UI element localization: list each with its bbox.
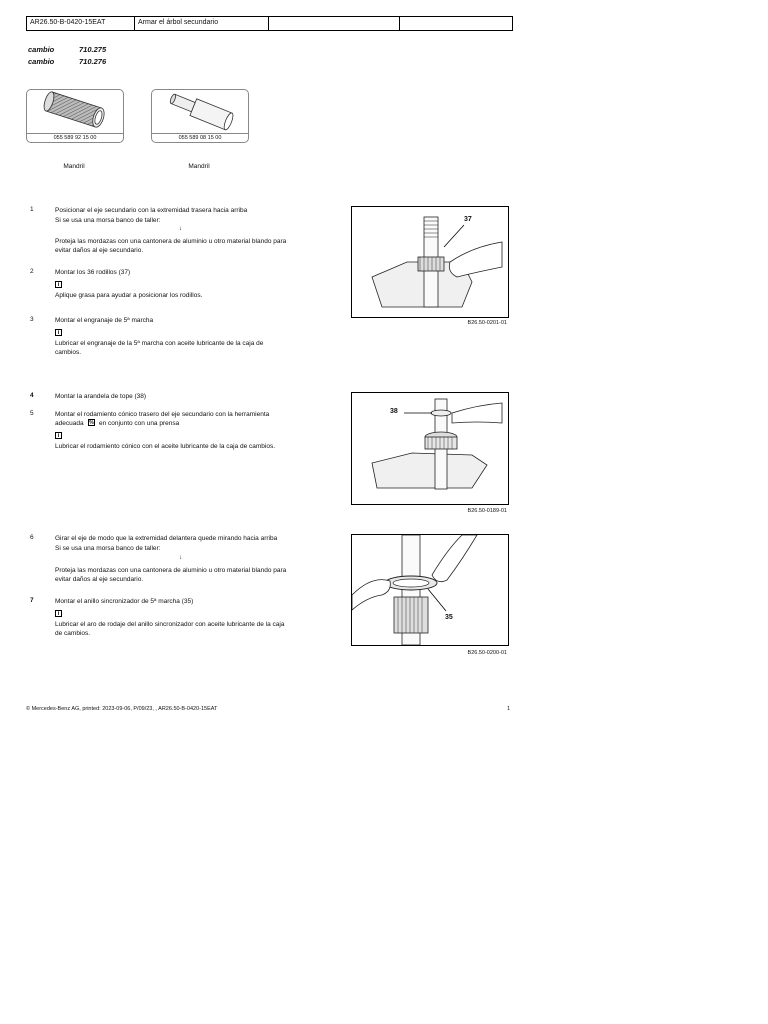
step-5-text-c: Lubricar el rodamiento cónico con el aceite lubricante de la caja de cambios. [55, 443, 276, 450]
tool-card-2 [151, 89, 249, 143]
header-cell-4 [400, 17, 510, 30]
step-1-text-1: Proteja las mordazas con una cantonera de aluminio u otro material blando para [55, 238, 287, 245]
figure-2 [351, 392, 509, 505]
step-7-title: Montar el anillo sincronizador de 5ª marcha (35) [55, 598, 194, 605]
model-code-2: 710.276 [79, 57, 107, 66]
step-number-2: 2 [30, 268, 34, 275]
step-3-text-1: Lubricar el engranaje de la 5ª marcha con aceite lubricante de la caja de [55, 340, 264, 347]
stepped-mandrel-icon [152, 90, 248, 132]
step-number-6: 6 [30, 534, 34, 541]
step-number-7: 7 [30, 597, 34, 604]
tool-part-number-1: 055 589 92 15 00 [27, 133, 123, 141]
figure-1-code: B26.50-0201-01 [467, 320, 507, 326]
callout-35: 35 [445, 614, 453, 621]
header-table [26, 16, 513, 31]
footer-copyright: © Mercedes-Benz AG, printed: 2023-09-06, P/09/23, , AR26.50-B-0420-15EAT [26, 706, 218, 712]
tool-part-number-2: 055 589 08 15 00 [152, 133, 248, 141]
step-6-text-2: evitar daños al eje secundario. [55, 576, 144, 583]
info-note-icon: i [55, 329, 62, 336]
info-note-icon: i [55, 281, 62, 288]
step-2-text: Aplique grasa para ayudar a posicionar los rodillos. [55, 292, 203, 299]
step-3-text-2: cambios. [55, 349, 82, 356]
figure-1 [351, 206, 509, 318]
synchronizer-ring-illustration [352, 535, 508, 645]
step-1-title: Posicionar el eje secundario con la extremidad trasera hacia arriba [55, 207, 248, 214]
tool-name-1: Mandril [63, 163, 85, 170]
step-6-condition: Si se usa una morsa banco de taller: [55, 545, 161, 552]
shaft-rollers-illustration [352, 207, 508, 317]
step-1-text-2: evitar daños al eje secundario. [55, 247, 144, 254]
step-6-text-1: Proteja las mordazas con una cantonera de aluminio u otro material blando para [55, 567, 287, 574]
step-7-text-1: Lubricar el aro de rodaje del anillo sincronizador con aceite lubricante de la caja [55, 621, 285, 628]
step-2-title: Montar los 36 rodillos (37) [55, 269, 131, 276]
step-number-5: 5 [30, 410, 34, 417]
model-code-1: 710.275 [79, 45, 107, 54]
down-arrow-icon: ↓ [179, 555, 182, 561]
tool-card-1 [26, 89, 124, 143]
model-label-2: cambio [28, 57, 55, 66]
step-6-title: Girar el eje de modo que la extremidad delantera quede mirando hacia arriba [55, 535, 278, 542]
down-arrow-icon: ↓ [179, 226, 182, 232]
figure-2-code: B26.50-0189-01 [467, 508, 507, 514]
step-4-title: Montar la arandela de tope (38) [55, 393, 147, 400]
special-tool-icon: % [89, 420, 94, 426]
thrust-washer-bearing-illustration [352, 393, 508, 504]
step-number-3: 3 [30, 316, 34, 323]
callout-38: 38 [390, 408, 398, 415]
step-number-1: 1 [30, 206, 34, 213]
callout-37: 37 [464, 216, 472, 223]
doc-title: Armar el árbol secundario [135, 17, 269, 30]
figure-3-code: B26.50-0200-01 [467, 650, 507, 656]
step-5-title: Montar el rodamiento cónico trasero del eje secundario con la herramienta [55, 411, 270, 418]
header-cell-3 [269, 17, 400, 30]
step-5-text-a: adecuada [55, 420, 84, 427]
doc-id: AR26.50-B-0420-15EAT [27, 17, 135, 30]
step-number-4: 4 [30, 392, 34, 399]
step-3-title: Montar el engranaje de 5ª marcha [55, 317, 154, 324]
info-note-icon: i [55, 432, 62, 439]
footer-page-number: 1 [507, 706, 511, 712]
figure-3 [351, 534, 509, 646]
step-5-text-b: en conjunto con una prensa [99, 420, 180, 427]
knurled-sleeve-icon [27, 90, 123, 132]
info-note-icon: i [55, 610, 62, 617]
step-1-condition: Si se usa una morsa banco de taller: [55, 217, 161, 224]
model-label-1: cambio [28, 45, 55, 54]
step-7-text-2: de cambios. [55, 630, 91, 637]
tool-name-2: Mandril [188, 163, 210, 170]
